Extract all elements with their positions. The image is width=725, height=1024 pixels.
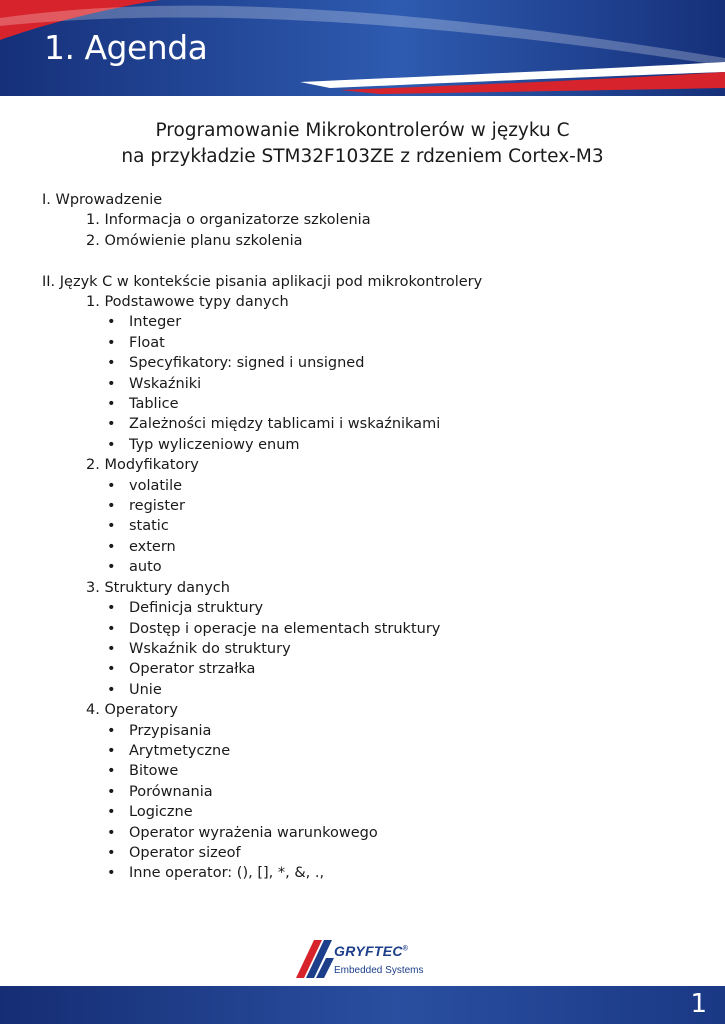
bullet-item (107, 537, 682, 557)
bullet-text: Inne operator: (), [], *, &, ., (129, 865, 325, 882)
bullet-item (107, 333, 682, 353)
bullet-icon: • (107, 783, 116, 800)
bullet-text: Operator sizeof (129, 844, 241, 861)
bullet-text: Logiczne (129, 804, 193, 821)
outline-section (42, 272, 682, 884)
logo-tagline: Embedded Systems (334, 965, 424, 976)
bullet-item (107, 843, 682, 863)
bullet-text: register (129, 498, 185, 515)
bullet-icon: • (107, 436, 116, 453)
bullet-text: Przypisania (129, 722, 212, 739)
bullet-icon: • (107, 824, 116, 841)
bullet-item (107, 394, 682, 414)
outline-subsection (42, 292, 682, 455)
bullet-icon: • (107, 620, 116, 637)
document-subtitle (0, 118, 725, 170)
gryftec-logo (296, 940, 436, 982)
bullet-text: Operator wyrażenia warunkowego (129, 824, 378, 841)
subtitle-line-1: Programowanie Mikrokontrolerów w języku C (155, 120, 570, 141)
bullet-text: Zależności między tablicami i wskaźnikami (129, 416, 441, 433)
bullet-item (107, 476, 682, 496)
bullet-item (107, 863, 682, 883)
bullet-icon: • (107, 334, 116, 351)
bullet-item (107, 414, 682, 434)
bullet-item (107, 680, 682, 700)
bullet-item (107, 823, 682, 843)
bullet-text: Wskaźniki (129, 375, 202, 392)
bullet-icon: • (107, 661, 116, 678)
bullet-item (107, 802, 682, 822)
outline-subsection (42, 578, 682, 700)
section-title: II. Język C w kontekście pisania aplikacji pod mikrokontrolery (42, 273, 483, 290)
bullet-text: Definicja struktury (129, 600, 264, 617)
bullet-text: Bitowe (129, 763, 179, 780)
bullet-icon: • (107, 804, 116, 821)
bullet-text: Arytmetyczne (129, 742, 231, 759)
subsection-title: 1. Informacja o organizatorze szkolenia (86, 212, 371, 229)
bullet-list (86, 476, 682, 578)
bullet-icon: • (107, 538, 116, 555)
outline-subsection (42, 210, 682, 230)
bullet-text: Porównania (129, 783, 213, 800)
bullet-item (107, 557, 682, 577)
bullet-item (107, 374, 682, 394)
bullet-icon: • (107, 763, 116, 780)
agenda-outline (42, 190, 682, 884)
bullet-text: extern (129, 538, 176, 555)
bullet-icon: • (107, 742, 116, 759)
bullet-text: Wskaźnik do struktury (129, 640, 291, 657)
bullet-icon: • (107, 559, 116, 576)
bullet-icon: • (107, 375, 116, 392)
bullet-icon: • (107, 396, 116, 413)
bullet-item (107, 598, 682, 618)
bullet-item (107, 619, 682, 639)
bullet-text: auto (129, 559, 162, 576)
bullet-icon: • (107, 600, 116, 617)
bullet-item (107, 721, 682, 741)
gryftec-logo-mark-icon (296, 940, 336, 978)
subtitle-line-2: na przykładzie STM32F103ZE z rdzeniem Cortex-M3 (121, 146, 604, 167)
bullet-icon: • (107, 640, 116, 657)
bullet-item (107, 741, 682, 761)
bullet-text: static (129, 518, 169, 535)
bullet-item (107, 496, 682, 516)
footer-bar (0, 986, 725, 1024)
bullet-text: Unie (129, 681, 162, 698)
page-number: 1 (690, 989, 707, 1019)
bullet-icon: • (107, 681, 116, 698)
bullet-text: volatile (129, 477, 183, 494)
bullet-list (86, 598, 682, 700)
bullet-text: Float (129, 334, 165, 351)
bullet-icon: • (107, 416, 116, 433)
bullet-list (86, 312, 682, 455)
section-title: I. Wprowadzenie (42, 192, 163, 208)
outline-section (42, 190, 682, 251)
bullet-icon: • (107, 477, 116, 494)
outline-subsection (42, 231, 682, 251)
subsection-title: 1. Podstawowe typy danych (86, 294, 289, 311)
bullet-item (107, 782, 682, 802)
logo-name: GRYFTEC® (334, 943, 409, 959)
bullet-item (107, 312, 682, 332)
page-title: 1. Agenda (44, 28, 208, 67)
bullet-icon: • (107, 844, 116, 861)
subsection-title: 3. Struktury danych (86, 579, 230, 596)
bullet-item (107, 435, 682, 455)
bullet-item (107, 761, 682, 781)
bullet-icon: • (107, 314, 116, 331)
bullet-text: Operator strzałka (129, 661, 256, 678)
header-banner (0, 0, 725, 96)
bullet-icon: • (107, 498, 116, 515)
bullet-icon: • (107, 518, 116, 535)
bullet-text: Specyfikatory: signed i unsigned (129, 355, 365, 372)
bullet-icon: • (107, 722, 116, 739)
bullet-text: Dostęp i operacje na elementach struktury (129, 620, 441, 637)
bullet-text: Integer (129, 314, 182, 331)
bullet-icon: • (107, 865, 116, 882)
bullet-item (107, 639, 682, 659)
outline-subsection (42, 700, 682, 884)
bullet-item (107, 353, 682, 373)
bullet-list (86, 721, 682, 884)
bullet-item (107, 659, 682, 679)
subsection-title: 4. Operatory (86, 702, 178, 719)
bullet-text: Tablice (129, 396, 179, 413)
bullet-text: Typ wyliczeniowy enum (129, 436, 300, 453)
bullet-item (107, 516, 682, 536)
subsection-title: 2. Modyfikatory (86, 457, 199, 474)
bullet-icon: • (107, 355, 116, 372)
outline-subsection (42, 455, 682, 577)
subsection-title: 2. Omówienie planu szkolenia (86, 232, 303, 249)
